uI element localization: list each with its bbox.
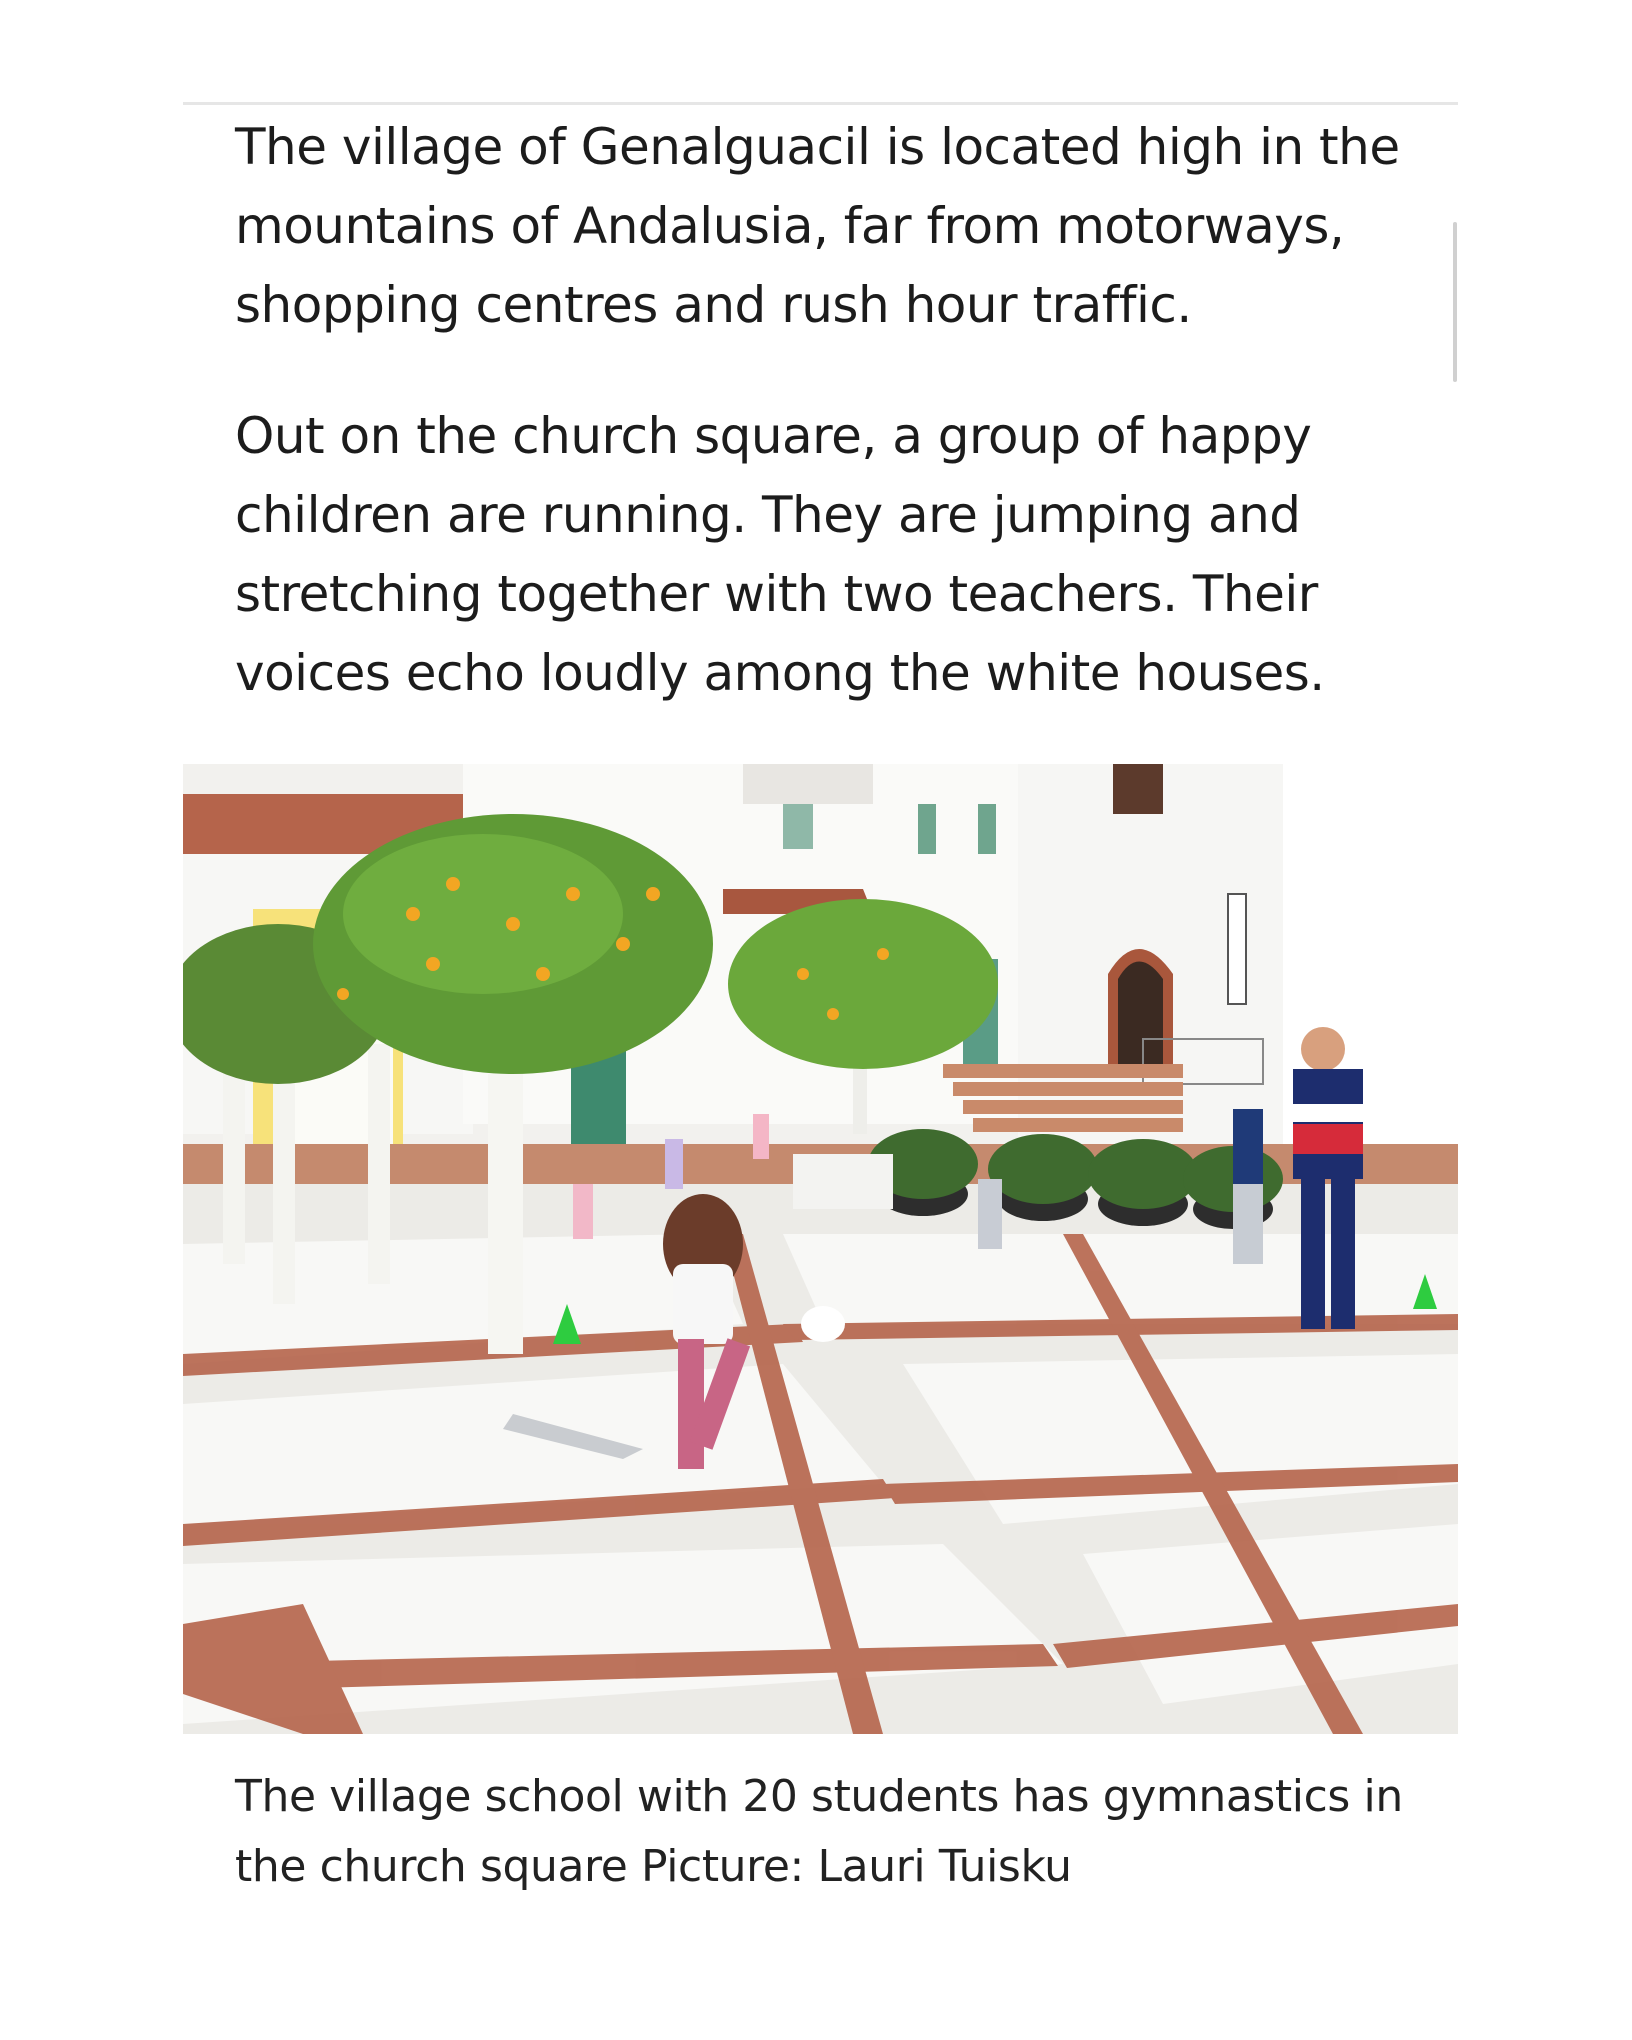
article-paragraph-1: The village of Genalguacil is located high in the mountains of Andalusia, far from motorways, shopping centres and rush hour traffic. xyxy=(235,118,1400,334)
scroll-indicator[interactable] xyxy=(1453,222,1457,382)
top-divider xyxy=(183,102,1458,105)
article-body xyxy=(235,108,1415,713)
church-square-photo-illustration xyxy=(183,764,1458,1734)
photo-caption: The village school with 20 students has gymnastics in the church square Picture: Lauri Tuisku xyxy=(235,1771,1403,1892)
article-photo[interactable] xyxy=(183,764,1458,1734)
article-paragraph-2: Out on the church square, a group of happy children are running. They are jumping and stretching together with two teachers. Their voices echo loudly among the white houses. xyxy=(235,407,1325,702)
